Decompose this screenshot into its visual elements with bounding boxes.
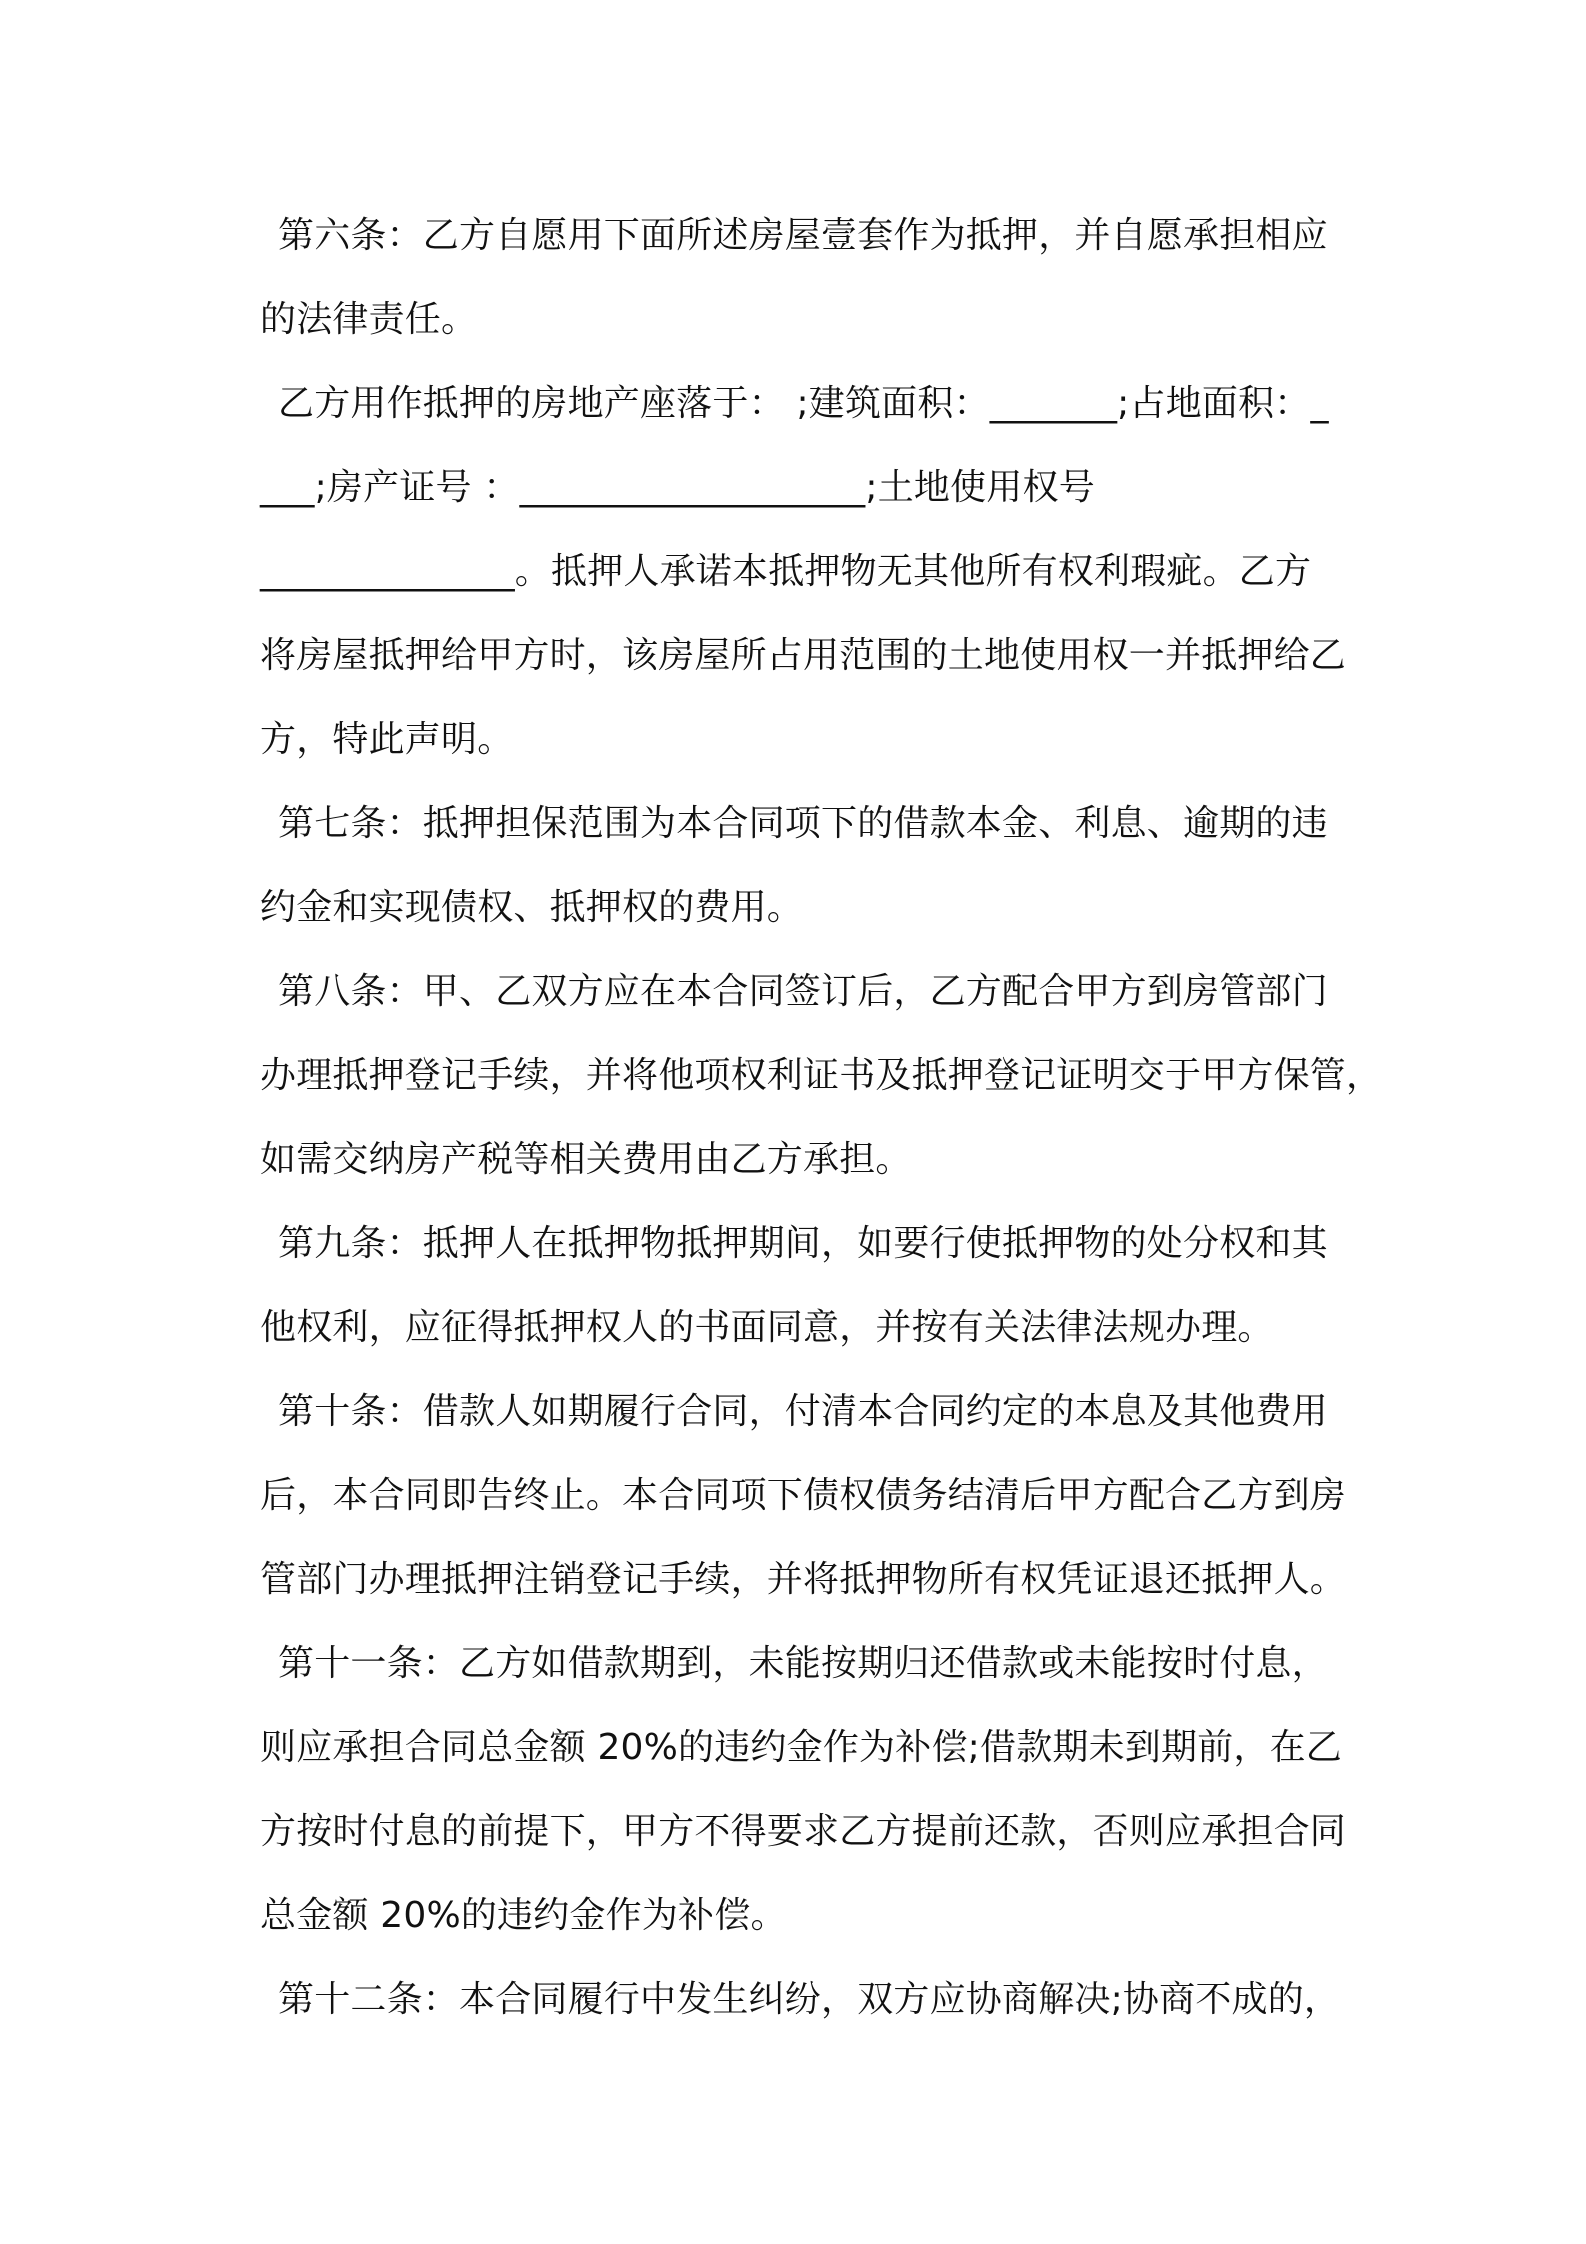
text-line: 第六条：乙方自愿用下面所述房屋壹套作为抵押，并自愿承担相应: [278, 215, 1328, 256]
text-line: 乙方用作抵押的房地产座落于： ;建筑面积：_______;占地面积：_: [278, 383, 1329, 424]
clause-11: [242, 1622, 1360, 1958]
clause-9: [242, 1202, 1360, 1370]
text-line: 后，本合同即告终止。本合同项下债权债务结清后甲方配合乙方到房: [260, 1475, 1347, 1516]
text-line: 将房屋抵押给甲方时，该房屋所占用范围的土地使用权一并抵押给乙: [260, 635, 1347, 676]
text-line: 第十二条：本合同履行中发生纠纷，双方应协商解决;协商不成的，: [278, 1979, 1341, 2020]
property-description: [242, 362, 1360, 782]
text-line: ___;房产证号 ：___________________;土地使用权号: [260, 467, 1095, 508]
text-line: 第九条：抵押人在抵押物抵押期间，如要行使抵押物的处分权和其: [278, 1223, 1328, 1264]
text-line: 则应承担合同总金额 20%的违约金作为补偿;借款期未到期前，在乙: [260, 1727, 1342, 1768]
clause-8: [242, 950, 1383, 1202]
text-line: 的法律责任。: [260, 299, 478, 340]
clause-7: [242, 782, 1360, 950]
text-line: 第八条：甲、乙双方应在本合同签订后，乙方配合甲方到房管部门: [278, 971, 1328, 1012]
text-line: 约金和实现债权、抵押权的费用。: [260, 887, 804, 928]
text-line: 办理抵押登记手续，并将他项权利证书及抵押登记证明交于甲方保管，: [260, 1055, 1383, 1096]
text-line: 第十一条：乙方如借款期到，未能按期归还借款或未能按时付息，: [278, 1643, 1328, 1684]
text-line: 第七条：抵押担保范围为本合同项下的借款本金、利息、逾期的违: [278, 803, 1328, 844]
text-line: 管部门办理抵押注销登记手续，并将抵押物所有权凭证退还抵押人。: [260, 1559, 1347, 1600]
clause-10: [242, 1370, 1360, 1622]
text-line: 总金额 20%的违约金作为补偿。: [260, 1895, 787, 1936]
text-line: 如需交纳房产税等相关费用由乙方承担。: [260, 1139, 912, 1180]
document-page: [242, 194, 1383, 2042]
text-line: 方按时付息的前提下，甲方不得要求乙方提前还款，否则应承担合同: [260, 1811, 1347, 1852]
text-line: 他权利，应征得抵押权人的书面同意，并按有关法律法规办理。: [260, 1307, 1274, 1348]
clause-12: [242, 1958, 1360, 2042]
text-line: 第十条：借款人如期履行合同，付清本合同约定的本息及其他费用: [278, 1391, 1328, 1432]
clause-6: [242, 194, 1360, 362]
text-line: 方，特此声明。: [260, 719, 514, 760]
text-line: ______________。抵押人承诺本抵押物无其他所有权利瑕疵。乙方: [260, 551, 1312, 592]
